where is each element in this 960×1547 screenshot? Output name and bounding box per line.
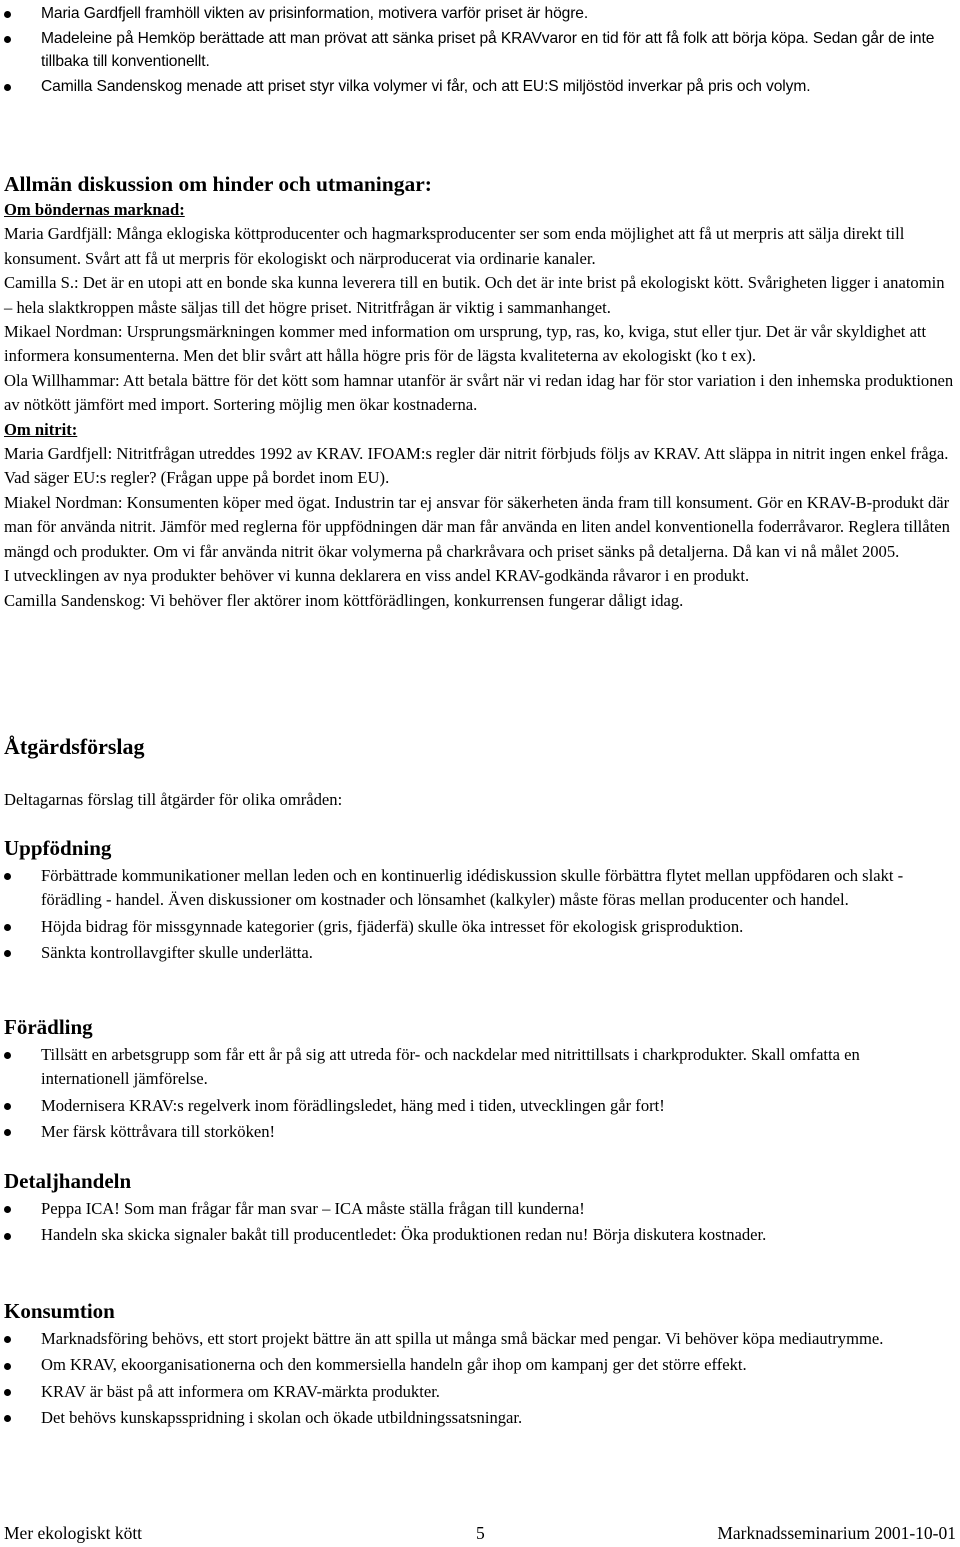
paragraph: Mikael Nordman: Ursprungsmärkningen kommer med information om ursprung, typ, ras, ko, kviga, stut eller tjur. Det är vår skyldighet att informera konsumenterna. Men det blir svårt att hålla högre pris för de lägsta kvaliteterna av ekologiskt (ko t ex).	[4, 322, 927, 366]
paragraph: I utvecklingen av nya produkter behöver vi kunna deklarera en viss andel KRAV-godkända råvaror i en produkt.	[4, 566, 750, 586]
footer-title: Mer ekologiskt kött	[4, 1523, 143, 1543]
list-item: Det behövs kunskapsspridning i skolan och ökade utbildningssatsningar.	[0, 1406, 950, 1430]
discussion-section	[4, 171, 954, 613]
list-item: Marknadsföring behövs, ett stort projekt bättre än att spilla ut många små bäckar med pengar. Vi behöver köpa mediautrymme.	[0, 1327, 950, 1351]
paragraph: Camilla Sandenskog: Vi behöver fler aktörer inom köttförädlingen, konkurrensen fungerar dåligt idag.	[4, 590, 684, 610]
section-heading-uppfodning: Uppfödning	[4, 836, 112, 860]
list-item: Maria Gardfjell framhöll vikten av prisinformation, motivera varför priset är högre.	[0, 2, 960, 25]
list-item: Mer färsk köttråvara till storköken!	[0, 1120, 950, 1144]
paragraph: Camilla S.: Det är en utopi att en bonde ska kunna leverera till en butik. Och det är inte brist på ekologiskt kött. Svårigheten ligger i anatomin – hela slaktkroppen måste säljas till det högre priset. Nitritfrågan är viktig i sammanhanget.	[4, 273, 945, 317]
section-heading-konsumtion: Konsumtion	[4, 1299, 115, 1323]
page-number: 5	[476, 1523, 485, 1543]
uppfodning-list	[0, 864, 950, 968]
list-item: Om KRAV, ekoorganisationerna och den kommersiella handeln går ihop om kampanj ger det större effekt.	[0, 1353, 950, 1377]
paragraph: Ola Willhammar: Att betala bättre för det kött som hamnar utanför är svårt när vi redan idag har för stor variation i den inhemska produktionen av nötkött jämfört med import. Sortering möjlig men ökar kostnaderna.	[4, 370, 954, 415]
nitrite-subheading: Om nitrit:	[4, 419, 78, 439]
market-subheading: Om böndernas marknad:	[4, 200, 185, 219]
list-item: Modernisera KRAV:s regelverk inom förädlingsledet, häng med i tiden, utvecklingen går fort!	[0, 1094, 950, 1118]
list-item: Tillsätt en arbetsgrupp som får ett år på sig att utreda för- och nackdelar med nitrittillsats i charkprodukter. Skall omfatta en internationell jämförelse.	[0, 1043, 950, 1092]
section-heading-detaljhandeln: Detaljhandeln	[4, 1169, 132, 1193]
paragraph: Maria Gardfjell: Nitritfrågan utreddes 1992 av KRAV. IFOAM:s regler där nitrit förbjuds följs av KRAV. Att släppa in nitrit ingen enkel fråga. Vad säger EU:s regler? (Frågan uppe på bordet inom EU).	[4, 444, 949, 488]
intro-bullet-list	[0, 2, 960, 100]
paragraph: Maria Gardfjäll: Många eklogiska köttproducenter och hagmarksproducenter ser som enda möjlighet att få ut merpris att sälja direkt till konsument. Svårt att få ut merpris för ekologiskt och närproducerat via ordinarie kanaler.	[4, 224, 905, 268]
list-item: Peppa ICA! Som man frågar får man svar – ICA måste ställa frågan till kunderna!	[0, 1197, 950, 1221]
list-item: Sänkta kontrollavgifter skulle underlätta.	[0, 941, 950, 965]
foradling-list	[0, 1043, 950, 1147]
list-item: Madeleine på Hemköp berättade att man prövat att sänka priset på KRAVvaror en tid för att få folk att börja köpa. Sedan går de inte tillbaka till konventionellt.	[0, 27, 960, 73]
list-item: Höjda bidrag för missgynnade kategorier (gris, fjäderfä) skulle öka intresset för ekologisk grisproduktion.	[0, 915, 950, 939]
discussion-heading: Allmän diskussion om hinder och utmaningar:	[4, 172, 432, 196]
list-item: Förbättrade kommunikationer mellan leden och en kontinuerlig idédiskussion skulle förbättra flytet mellan uppfödaren och slakt - förädling - handel. Även diskussioner om kostnader och lönsamhet (kalkyler) måste föras mellan producenter och handel.	[0, 864, 950, 913]
list-item: Camilla Sandenskog menade att priset styr vilka volymer vi får, och att EU:S miljöstöd inverkar på pris och volym.	[0, 75, 960, 98]
footer-date: Marknadsseminarium 2001-10-01	[717, 1523, 956, 1543]
section-heading-foradling: Förädling	[4, 1015, 93, 1039]
paragraph: Miakel Nordman: Konsumenten köper med ögat. Industrin tar ej ansvar för säkerheten ända fram till konsument. Gör en KRAV-B-produkt där man för använda nitrit. Jämför med reglerna för uppfödningen där man får använda en liten andel konventionella foderråvaror. Reglera tillåten mängd och produkter. Om vi får använda nitrit ökar volymerna på charkråvara och priset sänks på detaljerna. Då kan vi nå målet 2005.	[4, 492, 950, 561]
actions-intro: Deltagarnas förslag till åtgärder för olika områden:	[4, 790, 343, 809]
list-item: KRAV är bäst på att informera om KRAV-märkta produkter.	[0, 1380, 950, 1404]
detaljhandeln-list	[0, 1197, 950, 1250]
list-item: Handeln ska skicka signaler bakåt till producentledet: Öka produktionen redan nu! Börja diskutera kostnader.	[0, 1223, 950, 1247]
actions-heading: Åtgärdsförslag	[4, 734, 145, 759]
konsumtion-list	[0, 1327, 950, 1433]
